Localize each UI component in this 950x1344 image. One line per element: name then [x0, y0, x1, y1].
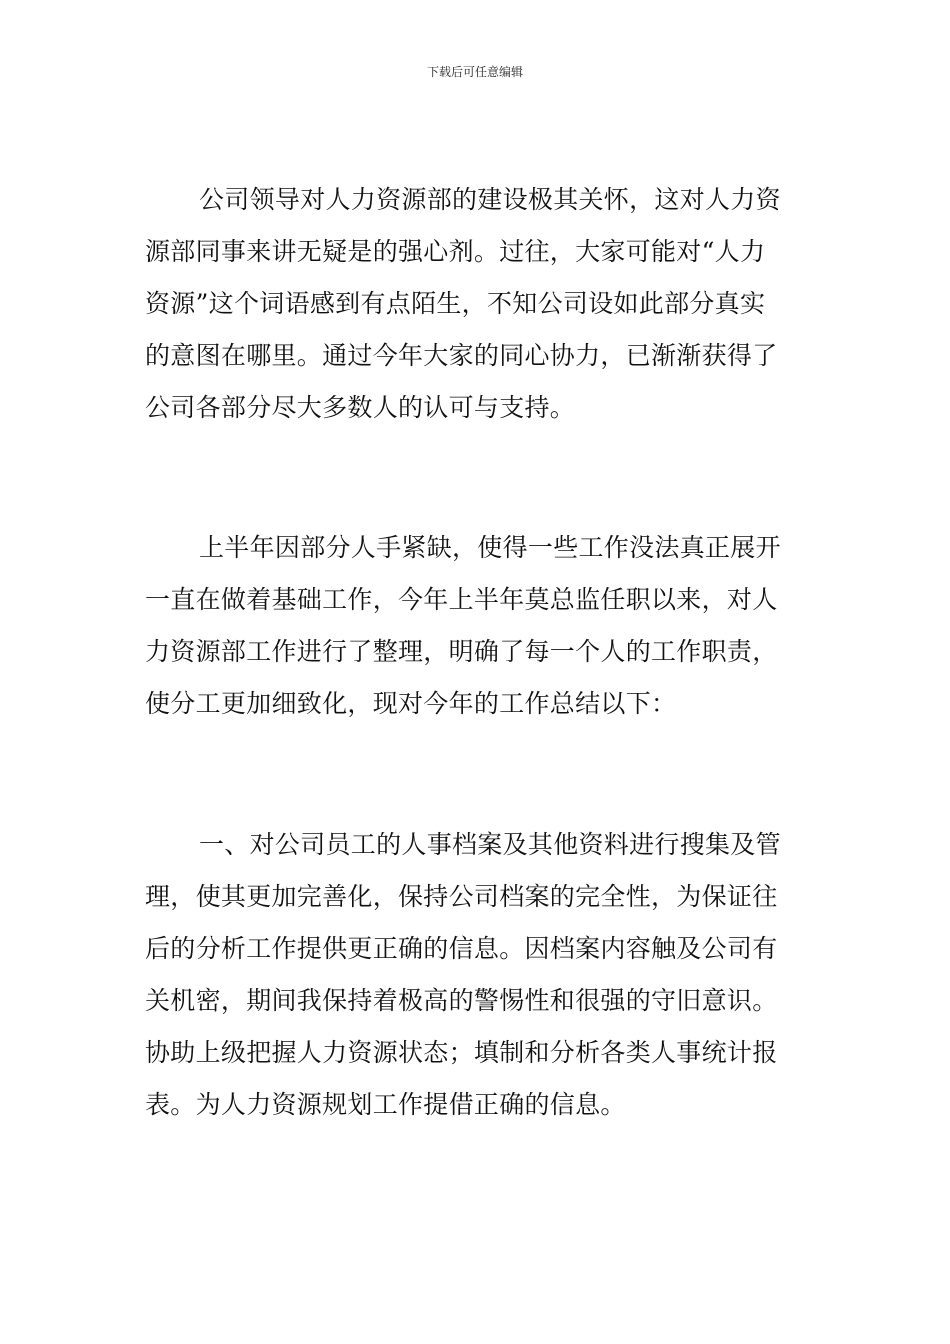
paragraph-line: 使分工更加细致化，现对今年的工作总结以下：: [145, 689, 677, 718]
paragraph-line: 源部同事来讲无疑是的强心剂。过往，大家可能对“人力: [145, 237, 766, 266]
paragraph-line: 后的分析工作提供更正确的信息。因档案内容触及公司有: [145, 934, 778, 963]
paragraph-line: 的意图在哪里。通过今年大家的同心协力，已渐渐获得了: [145, 341, 778, 370]
paragraph-line: 关机密，期间我保持着极高的警惕性和很强的守旧意识。: [145, 986, 778, 1015]
paragraph-item-one: [145, 819, 781, 1131]
paragraph-line: 理，使其更加完善化，保持公司档案的完全性，为保证往: [145, 882, 778, 911]
paragraph-line: 一、对公司员工的人事档案及其他资料进行搜集及管: [199, 830, 781, 859]
paragraph-line: 资源”这个词语感到有点陌生，不知公司设如此部分真实: [145, 289, 766, 318]
paragraph-line: 公司领导对人力资源部的建设极其关怀，这对人力资: [199, 185, 781, 214]
paragraph-line: 上半年因部分人手紧缺，使得一些工作没法真正展开: [199, 533, 781, 562]
paragraph-line: 力资源部工作进行了整理，明确了每一个人的工作职责，: [145, 637, 778, 666]
paragraph-line: 表。为人力资源规划工作提借正确的信息。: [145, 1090, 626, 1119]
paragraph-line: 一直在做着基础工作，今年上半年莫总监任职以来，对人: [145, 585, 778, 614]
page-header: 下载后可任意编辑: [426, 65, 523, 79]
paragraph-leadership-support: [145, 174, 781, 434]
paragraph-line: 协助上级把握人力资源状态；填制和分析各类人事统计报: [145, 1038, 778, 1067]
paragraph-line: 公司各部分尽大多数人的认可与支持。: [145, 393, 576, 422]
paragraph-first-half-year: [145, 522, 781, 730]
